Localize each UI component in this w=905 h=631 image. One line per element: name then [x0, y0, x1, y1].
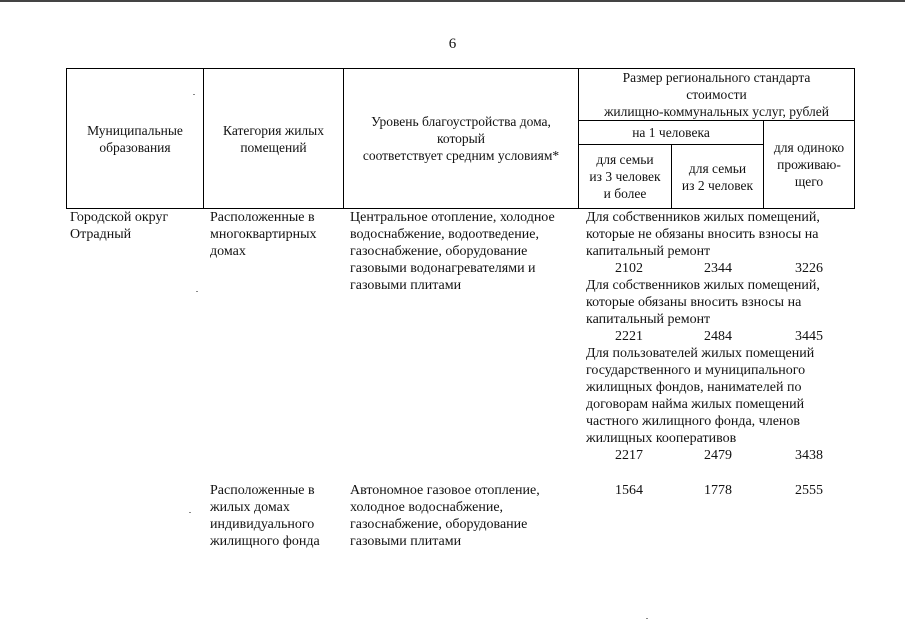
- value-single: 3226: [795, 261, 823, 276]
- group-label-line: капитальный ремонт: [586, 244, 711, 259]
- header-municipal-cell: [67, 69, 204, 209]
- header-size-line: стоимости: [686, 87, 747, 102]
- group-tenants-and-users: [586, 345, 854, 464]
- group-label-line: договорам найма жилых помещений: [586, 397, 805, 412]
- header-category-cell: [204, 69, 344, 209]
- scan-speck: [196, 291, 198, 292]
- group-label-line: частного жилищного фонда, членов: [586, 414, 801, 429]
- group-label-line: которые обязаны вносить взносы на: [586, 295, 802, 310]
- value-family2: 1778: [704, 483, 732, 498]
- value-family3: 2217: [615, 448, 643, 463]
- header-single-line: проживаю-: [777, 157, 841, 172]
- row2-category-line: Расположенные в: [210, 483, 315, 498]
- group-values: [586, 447, 854, 464]
- row1-category-line: Расположенные в: [210, 210, 315, 225]
- header-level-line: соответствует средним условиям*: [362, 148, 560, 163]
- row2-level-line: газоснабжение, оборудование: [350, 517, 528, 532]
- value-family2: 2479: [704, 448, 732, 463]
- group-label-line: которые не обязаны вносить взносы на: [586, 227, 819, 242]
- header-single-line: для одиноко: [773, 140, 845, 155]
- header-per-person-label: на 1 человека: [632, 125, 710, 140]
- group-label-line: жилищных фондов, нанимателей по: [586, 380, 802, 395]
- header-municipal-label: Муниципальные образования: [87, 122, 183, 155]
- value-family2: 2484: [704, 329, 732, 344]
- group-label-line: капитальный ремонт: [586, 312, 711, 327]
- header-category-label: Категория жилых помещений: [223, 122, 324, 155]
- group-label-line: Для собственников жилых помещений,: [586, 210, 820, 225]
- group-owners-with-contribution: [586, 277, 854, 345]
- row2-category-line: жилищного фонда: [210, 534, 320, 549]
- header-size-line: жилищно-коммунальных услуг, рублей: [604, 104, 829, 119]
- value-family3: 2221: [615, 329, 643, 344]
- row1-standard-values: [586, 209, 854, 464]
- header-size-line: Размер регионального стандарта: [622, 70, 811, 85]
- value-single: 2555: [795, 483, 823, 498]
- row2-category: [210, 482, 340, 550]
- scan-speck: [646, 618, 648, 619]
- group-label-line: государственного и муниципального: [586, 363, 806, 378]
- row1-category: [210, 209, 340, 260]
- header-size-cell: [579, 69, 855, 121]
- group-values: [586, 260, 854, 277]
- header-level-line: Уровень благоустройства дома,: [371, 114, 551, 129]
- row1-municipal-line: Городской округ: [70, 210, 169, 225]
- header-family2-line: из 2 человек: [681, 177, 754, 193]
- group-values: [586, 328, 854, 345]
- header-family3-line: и более: [603, 186, 647, 201]
- row1-municipal: [70, 209, 204, 243]
- header-family2-line: для семьи: [688, 160, 747, 176]
- row2-level-line: Автономное газовое отопление,: [350, 483, 540, 498]
- value-single: 3445: [795, 329, 823, 344]
- table-header: [66, 68, 855, 209]
- row1-level-line: газоснабжение, оборудование: [350, 244, 528, 259]
- row1-level: [350, 209, 578, 294]
- row2-level-line: холодное водоснабжение,: [350, 500, 504, 515]
- group-owners-no-contribution: [586, 209, 854, 277]
- row2-standard-values: [586, 482, 854, 499]
- header-single-cell: [764, 121, 855, 209]
- page-number: 6: [448, 36, 457, 52]
- value-family3: 1564: [615, 483, 643, 498]
- group-label-line: Для собственников жилых помещений,: [586, 278, 820, 293]
- scan-speck: [193, 94, 195, 95]
- row1-category-line: многоквартирных: [210, 227, 317, 242]
- header-single-line: щего: [794, 174, 824, 189]
- row1-level-line: газовыми плитами: [350, 278, 462, 293]
- header-level-cell: [344, 69, 579, 209]
- row2-values: [586, 482, 854, 499]
- row1-level-line: Центральное отопление, холодное: [350, 210, 555, 225]
- scan-speck: [189, 512, 191, 513]
- page-top-edge-line: [0, 0, 905, 2]
- row2-category-line: индивидуального: [210, 517, 315, 532]
- group-label-line: Для пользователей жилых помещений: [586, 346, 815, 361]
- header-family3-line: из 3 человек: [589, 169, 661, 184]
- group-label-line: жилищных кооперативов: [586, 431, 737, 446]
- header-family2-cell: [672, 145, 764, 209]
- value-family3: 2102: [615, 261, 643, 276]
- value-family2: 2344: [704, 261, 732, 276]
- row1-category-line: домах: [210, 244, 246, 259]
- row1-municipal-line: Отрадный: [70, 227, 132, 242]
- row2-level: [350, 482, 578, 550]
- header-family3-line: для семьи: [596, 152, 654, 167]
- value-single: 3438: [795, 448, 823, 463]
- row1-level-line: газовыми водонагревателями и: [350, 261, 536, 276]
- header-level-line: который: [437, 131, 485, 146]
- header-per-person-cell: [579, 121, 764, 145]
- row1-level-line: водоснабжение, водоотведение,: [350, 227, 539, 242]
- row2-level-line: газовыми плитами: [350, 534, 462, 549]
- row2-category-line: жилых домах: [210, 500, 290, 515]
- header-family3-cell: [579, 145, 672, 209]
